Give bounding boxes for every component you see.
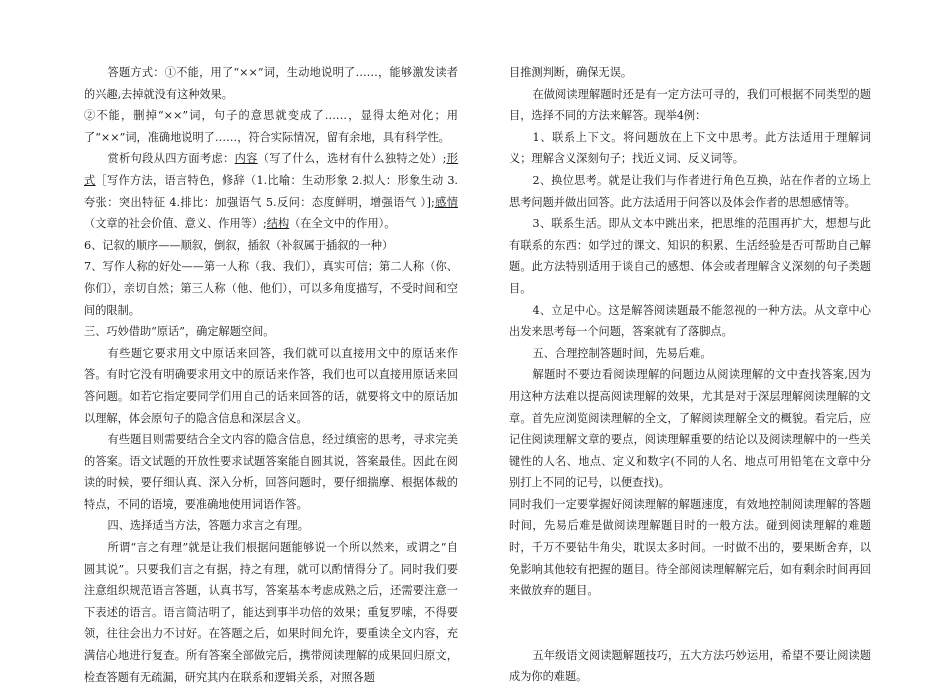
continuation-line: 目推测判断，确保无误。 [509,66,633,79]
appreciation-paragraph [84,148,458,234]
keyword-form: 形式 [84,152,458,187]
closing-paragraph: 五年级语文阅读题解题技巧，五大方法巧妙运用，希望不要让阅读题成为你的难题。 [509,648,871,684]
answer-method-2: ②不能，删掉“××”词，句子的意思就变成了……，显得太绝对化；用了“××”词，准确地说明了……，符合实际情况，留有余地，具有科学性。 [84,109,458,144]
keyword-form-desc: ［写作方法，语言特色，修辞（1.比喻：生动形象 2.拟人：形象生动 3.夸张：突出特征 4.排比：加强语气 5.反问：态度鲜明，增强语气 ）]; [84,173,458,209]
time-control-paragraph: 解题时不要边看阅读理解的问题边从阅读理解的文中查找答案,因为用这种方法难以提高阅读理解的效果，尤其是对于深层理解阅读理解的文章。首先应浏览阅读理解的全文，了解阅读理解全文的概貌。看完后，应记住阅读理解文章的要点，阅读理解重要的结论以及阅读理解中的一些关键性的人名、地点、定义和数字(不同的人名、地点可用铅笔在文章中分别打上不同的记号，以便查找)。 [509,368,871,490]
method-1: 1、联系上下文。将问题放在上下文中思考。此方法适用于理解词义；理解含义深刻句子；找近义词、反义词等。 [509,130,871,166]
keyword-structure-desc: （在全文中的作用）。 [289,217,396,231]
keyword-emotion-desc: （文章的社会价值、意义、作用等）; [84,217,267,231]
method-3: 3、联系生活。即从文本中跳出来，把思维的范围再扩大，想想与此有联系的东西：如学过的课文、知识的积累、生活经验是否可帮助自己解题。此方法特别适用于谈自己的感想、体会或者理解含义深刻的句子类题目。 [509,217,871,295]
method-2: 2、换位思考。就是让我们与作者进行角色互换，站在作者的立场上思考问题并做出回答。此方法适用于问答以及体会作者的思想感情等。 [509,173,871,209]
methods-intro: 在做阅读理解题时还是有一定方法可寻的，我们可根据不同类型的题目，选择不同的方法来解答。现举4例： [509,87,871,123]
keyword-content: 内容 [234,152,258,166]
reasoning-paragraph: 所谓“言之有理”就是让我们根据问题能够说一个所以然来，或谓之“自圆其说”。只要我们言之有据，持之有理，就可以酌情得分了。同时我们要注意组织规范语言答题，认真书写，答案基本考虑成熟之后，还需要注意一下表述的语言。语言简洁明了，能达到事半功倍的效果；重复罗嗦，不得要领，往往会出力不讨好。在答题之后，如果时间允许，要重读全文内容，充满信心地进行复查。所有答案全部做完后，携带阅读理解的成果回归原文，检查答题有无疏漏，研究其内在联系和逻辑关系，对照各题 [84,541,458,684]
section-heading-3: 三、巧妙借助“原话”，确定解题空间。 [84,325,275,339]
person-benefits: 7、写作人称的好处——第一人称（我、我们），真实可信；第二人称（你、你们），亲切自然；第三人称（他、他们），可以多角度描写，不受时间和空间的限制。 [84,260,458,317]
implicit-info-paragraph: 有些题目则需要结合全文内容的隐含信息，经过缜密的思考，寻求完美的答案。语文试题的开放性要求试题答案能自圆其说，答案最佳。因此在阅读的时候，要仔细认真、深入分析，回答问题时，要仔细揣摩、根据体裁的特点，不同的语境，要准确地使用词语作答。 [84,433,458,511]
left-column [84,62,458,688]
keyword-structure: 结构 [266,217,290,231]
spacer [509,602,871,645]
original-words-paragraph: 有些题它要求用文中原话来回答，我们就可以直接用文中的原话来作答。有时它没有明确要求用文中的原话来作答，我们也可以直接用原话来回答问题。如若它指定要同学们用自己的话来回答的话，就要将文中的原话加以理解，体会原句子的隐含信息和深层含义。 [84,346,458,425]
answer-method-1: 答题方式：①不能，用了“××”词，生动地说明了……，能够激发读者的兴趣,去掉就没有这种效果。 [84,66,458,101]
appreciation-lead: 赏析句段从四方面考虑： [107,152,235,166]
section-heading-5: 五、合理控制答题时间，先易后难。 [532,346,712,360]
keyword-emotion: 感情 [434,195,458,209]
keyword-content-desc: （写了什么，选材有什么独特之处）; [257,152,447,166]
section-heading-4: 四、选择适当方法，答题力求言之有理。 [107,519,309,533]
speed-paragraph: 同时我们一定要掌握好阅读理解的解题速度，有效地控制阅读理解的答题时间，先易后难是做阅读理解题目时的一般方法。碰到阅读理解的难题时，千万不要钻牛角尖，耽误太多时间。一时做不出的，要果断舍弃，以免影响其他较有把握的题目。待全部阅读理解解完后，如有剩余时间再回来做放弃的题目。 [509,497,871,598]
method-4: 4、立足中心。这是解答阅读题最不能忽视的一种方法。从文章中心出发来思考每一个问题，答案就有了落脚点。 [509,303,871,339]
narration-order: 6、记叙的顺序——顺叙，倒叙，插叙（补叙属于插叙的一种） [84,238,394,252]
right-column [509,62,871,688]
